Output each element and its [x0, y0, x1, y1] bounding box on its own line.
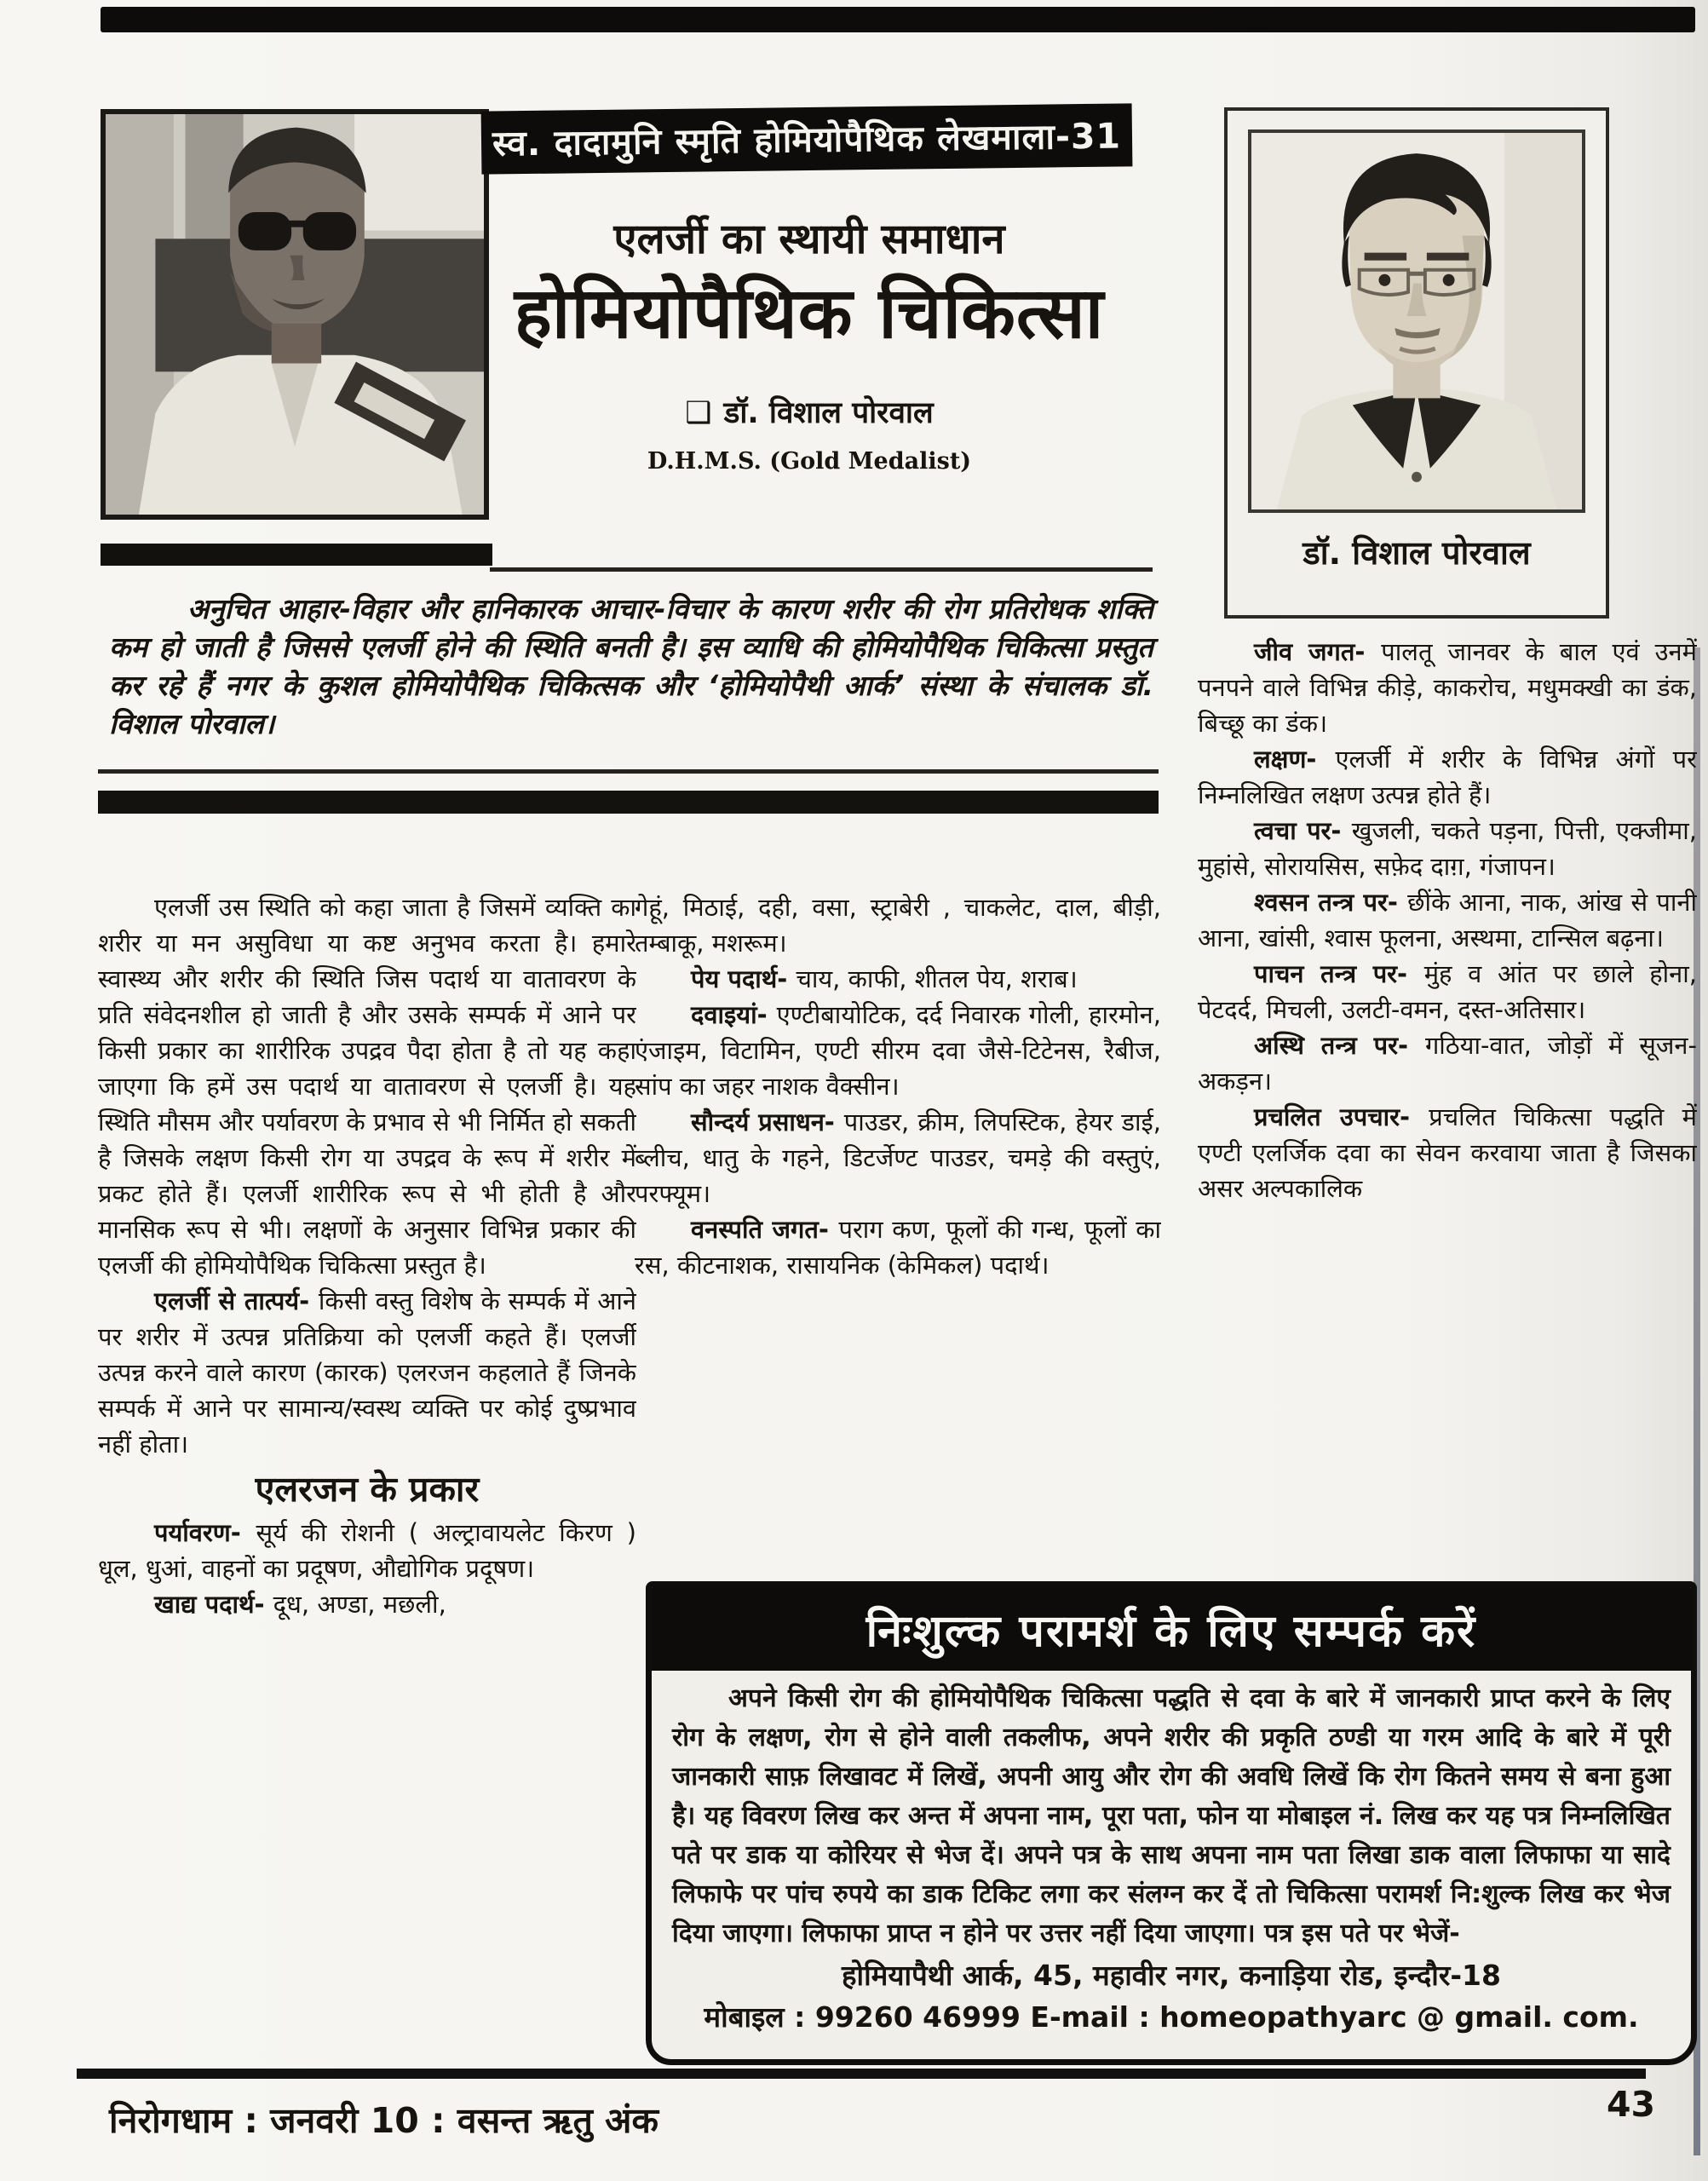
intro-top-rule [490, 567, 1153, 572]
author-line [481, 392, 1137, 432]
body-paragraph: गेहूं, मिठाई, दही, वसा, स्ट्राबेरी , चाकलेट, दाल, बीड़ी, तम्बाकू, मशरूम। [635, 893, 1161, 958]
paragraph-lead: पेय पदार्थ- [691, 964, 796, 993]
footer-issue-line: निरोगधाम : जनवरी 10 : वसन्त ऋतु अंक [109, 2100, 658, 2141]
body-column-2 [635, 889, 1161, 1571]
body-paragraph: दवाइयां- एण्टीबायोटिक, दर्द निवारक गोली, हारमोन, एंजाइम, विटामिन, एण्टी सीरम दवा जैसे-टिटेनस, रैबीज, सांप का जहर नाशक वैक्सीन। [635, 1000, 1161, 1101]
paragraph-lead: खाद्य पदार्थ- [154, 1590, 273, 1619]
consultation-box-body: अपने किसी रोग की होमियोपैथिक चिकित्सा पद्धति से दवा के बारे में जानकारी प्राप्त करने के लिए रोग के लक्षण, रोग से होने वाली तकलीफ, अपने शरीर की प्रकृति ठण्डी या गरम आदि के बारे में पूरी जानकारी साफ़ लिखावट में लिखें, अपनी आयु और रोग की अवधि लिखें कि रोग कितने समय से बना हुआ है। यह विवरण लिख कर अन्त में अपना नाम, पूरा पता, फोन या मोबाइल नं. लिख कर यह पत्र निम्नलिखित पते पर डाक या कोरियर से भेज दें। अपने पत्र के साथ अपना नाम पता लिखा डाक वाला लिफाफा या सादे लिफाफे पर पांच रुपये का डाक टिकिट लगा कर संलग्न कर दें तो चिकित्सा परामर्श नि:शुल्क लिख कर भेज दिया जाएगा। लिफाफा प्राप्त न होने पर उत्तर नहीं दिया जाएगा। पत्र इस पते पर भेजें- [672, 1683, 1671, 1948]
column-subheading: एलरजन के प्रकार [255, 1469, 480, 1510]
right-photo-caption: डॉ. विशाल पोरवाल [1303, 534, 1531, 572]
author-credential: D.H.M.S. (Gold Medalist) [647, 448, 972, 475]
paragraph-lead: पाचन तन्त्र पर- [1254, 959, 1424, 988]
paragraph-lead: जीव जगत- [1254, 637, 1382, 666]
paragraph-lead: लक्षण- [1254, 745, 1336, 774]
consultation-address: होमियापैथी आर्क, 45, महावीर नगर, कनाड़िया रोड, इन्दौर-18 [842, 1959, 1501, 1992]
paragraph-lead: वनस्पति जगत- [691, 1215, 839, 1244]
paragraph-lead: श्वसन तन्त्र पर- [1254, 888, 1408, 917]
left-photo-underbar [101, 544, 492, 566]
paragraph-lead: प्रचलित उपचार- [1254, 1102, 1429, 1131]
body-paragraph: खाद्य पदार्थ- दूध, अण्डा, मछली, [154, 1590, 446, 1619]
paragraph-lead: दवाइयां- [691, 1000, 777, 1029]
right-photo-illustration [1251, 133, 1582, 509]
body-paragraph: पर्यावरण- सूर्य की रोशनी ( अल्ट्रावायलेट किरण ) धूल, धुआं, वाहनों का प्रदूषण, औद्योगिक प्रदूषण। [98, 1518, 636, 1583]
body-paragraph: वनस्पति जगत- पराग कण, फूलों की गन्ध, फूलों का रस, कीटनाशक, रासायनिक (केमिकल) पदार्थ। [635, 1215, 1161, 1280]
paragraph-lead: सौन्दर्य प्रसाधन- [691, 1108, 844, 1137]
intro-paragraph: अनुचित आहार-विहार और हानिकारक आचार-विचार के कारण शरीर की रोग प्रतिरोधक शक्ति कम हो जाती है जिससे एलर्जी होने की स्थिति बनती है। इस व्याधि की होमियोपैथिक चिकित्सा प्रस्तुत कर रहे हैं नगर के कुशल होमियोपैथिक चिकित्सक और ‘होमियोपैथी आर्क’ संस्था के संचालक डॉ. विशाल पोरवाल। [109, 592, 1153, 740]
body-paragraph: एलर्जी उस स्थिति को कहा जाता है जिसमें व्यक्ति का शरीर या मन असुविधा या कष्ट अनुभव करता है। हमारे स्वास्थ्य और शरीर की स्थिति जिस पदार्थ या वातावरण के प्रति संवेदनशील हो जाती है और उसके सम्पर्क में आने पर किसी प्रकार का शारीरिक उपद्रव पैदा होता है तो यह कहा जाएगा कि हमें उस पदार्थ या वातावरण से एलर्जी है। यह स्थिति मौसम और पर्यावरण के प्रभाव से भी निर्मित हो सकती है जिसके लक्षण किसी रोग या उपद्रव के रूप में शरीर में प्रकट होते हैं। एलर्जी शारीरिक रूप से भी होती है और मानसिक रूप से भी। लक्षणों के अनुसार विभिन्न प्रकार की एलर्जी की होमियोपैथिक चिकित्सा प्रस्तुत है। [98, 893, 636, 1280]
right-photo-dr-vishal-porwal [1248, 129, 1585, 513]
paragraph-lead: पर्यावरण- [154, 1518, 256, 1547]
article-title: होमियोपैथिक चिकित्सा [514, 272, 1105, 354]
body-column-1 [98, 889, 636, 2062]
left-photo-illustration [106, 114, 484, 515]
left-photo-dadamuni [101, 109, 489, 520]
footer-rule [77, 2069, 1646, 2079]
paragraph-lead: त्वचा पर- [1254, 816, 1352, 845]
body-paragraph: पेय पदार्थ- चाय, काफी, शीतल पेय, शराब। [691, 964, 1078, 993]
consultation-box-title: निःशुल्क परामर्श के लिए सम्पर्क करें [652, 1587, 1691, 1671]
body-paragraph: लक्षण- एलर्जी में शरीर के विभिन्न अंगों पर निम्नलिखित लक्षण उत्पन्न होते हैं। [1198, 745, 1697, 809]
body-paragraph: प्रचलित उपचार- प्रचलित चिकित्सा पद्धति में एण्टी एलर्जिक दवा का सेवन करवाया जाता है जिसका असर अल्पकालिक [1198, 1102, 1697, 1203]
article-subtitle: एलर्जी का स्थायी समाधान [613, 215, 1005, 263]
consultation-contact: मोबाइल : 99260 46999 E-mail : homeopathyarc @ gmail. com. [704, 2000, 1639, 2034]
body-paragraph: जीव जगत- पालतू जानवर के बाल एवं उनमें पनपने वाले विभिन्न कीड़े, काकरोच, मधुमक्खी का डंक, बिच्छू का डंक। [1198, 637, 1697, 738]
body-paragraph: श्वसन तन्त्र पर- छींके आना, नाक, आंख से पानी आना, खांसी, श्वास फूलना, अस्थमा, टान्सिल बढ़ना। [1198, 888, 1697, 952]
intro-bottom-rule [98, 769, 1159, 774]
right-photo-box [1224, 107, 1609, 619]
footer-page-number: 43 [1607, 2084, 1656, 2125]
body-paragraph: अस्थि तन्त्र पर- गठिया-वात, जोड़ों में सूजन-अकड़न। [1198, 1031, 1697, 1096]
intro-bottom-bar [98, 791, 1159, 814]
author-name: डॉ. विशाल पोरवाल [723, 396, 934, 430]
paragraph-lead: अस्थि तन्त्र पर- [1254, 1031, 1425, 1060]
body-paragraph: सौन्दर्य प्रसाधन- पाउडर, क्रीम, लिपस्टिक, हेयर डाई, ब्लीच, धातु के गहने, डिटर्जेण्ट पाउडर, चमड़े की वस्तुएं, परफ्यूम। [635, 1108, 1161, 1208]
paragraph-lead: एलर्जी से तात्पर्य- [154, 1286, 319, 1315]
body-paragraph: पाचन तन्त्र पर- मुंह व आंत पर छाले होना, पेटदर्द, मिचली, उलटी-वमन, दस्त-अतिसार। [1198, 959, 1697, 1024]
body-paragraph: त्वचा पर- खुजली, चकते पड़ना, पित्ती, एक्जीमा, मुहांसे, सोरायसिस, सफ़ेद दाग़, गंजापन। [1198, 816, 1697, 881]
body-column-3 [1198, 634, 1697, 1573]
series-label: स्व. दादामुनि स्मृति होमियोपैथिक लेखमाला-31 [492, 115, 1122, 164]
top-scan-bar [101, 7, 1695, 32]
free-consultation-box [646, 1581, 1697, 2065]
series-band [481, 103, 1133, 174]
body-paragraph: एलर्जी से तात्पर्य- किसी वस्तु विशेष के सम्पर्क में आने पर शरीर में उत्पन्न प्रतिक्रिया को एलर्जी कहते हैं। एलर्जी उत्पन्न करने वाले कारण (कारक) एलरजन कहलाते हैं जिनके सम्पर्क में आने पर सामान्य/स्वस्थ व्यक्ति पर कोई दुष्प्रभाव नहीं होता। [98, 1286, 636, 1459]
author-bullet-icon: ❑ [685, 396, 712, 430]
